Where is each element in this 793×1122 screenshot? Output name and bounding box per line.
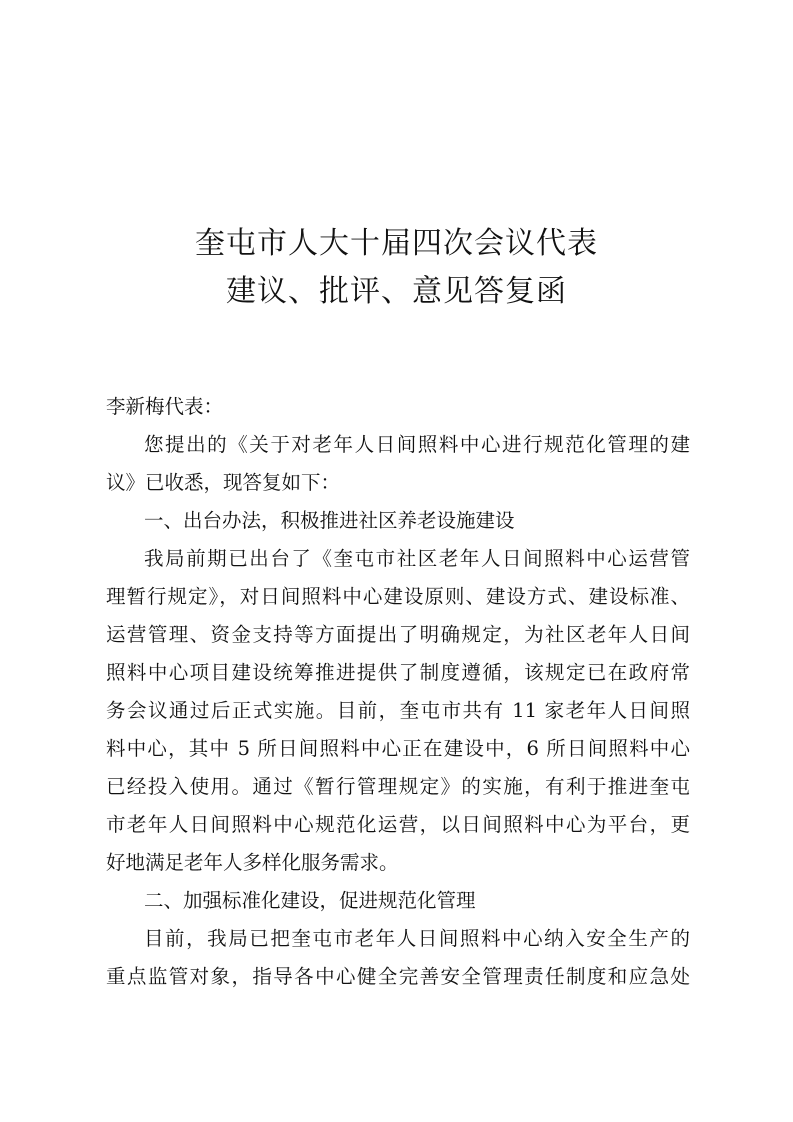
paragraph-line: 重点监管对象，指导各中心健全完善安全管理责任制度和应急处 — [106, 965, 690, 988]
section-heading: 二、加强标准化建设，促进规范化管理 — [144, 889, 476, 912]
paragraph-line: 照料中心项目建设统筹推进提供了制度遵循，该规定已在政府常 — [106, 661, 690, 684]
paragraph-line: 料中心，其中 5 所日间照料中心正在建设中，6 所日间照料中心 — [106, 737, 690, 760]
section-heading: 一、出台办法，积极推进社区养老设施建设 — [144, 509, 515, 532]
paragraph-line: 运营管理、资金支持等方面提出了明确规定，为社区老年人日间 — [106, 623, 690, 646]
document-title-line-1: 奎屯市人大十届四次会议代表 — [195, 226, 598, 261]
document-title-line-2: 建议、批评、意见答复函 — [226, 274, 567, 309]
paragraph-line: 我局前期已出台了《奎屯市社区老年人日间照料中心运营管 — [144, 547, 690, 570]
paragraph-line: 市老年人日间照料中心规范化运营，以日间照料中心为平台，更 — [106, 813, 690, 836]
paragraph-line: 好地满足老年人多样化服务需求。 — [106, 851, 399, 874]
paragraph-line: 您提出的《关于对老年人日间照料中心进行规范化管理的建 — [144, 433, 690, 456]
paragraph-line: 理暂行规定》，对日间照料中心建设原则、建设方式、建设标准、 — [106, 585, 690, 608]
paragraph-line: 已经投入使用。通过《暂行管理规定》的实施，有利于推进奎屯 — [106, 775, 690, 798]
paragraph-line: 目前，我局已把奎屯市老年人日间照料中心纳入安全生产的 — [144, 927, 690, 950]
salutation: 李新梅代表： — [106, 395, 224, 418]
paragraph-line: 务会议通过后正式实施。目前，奎屯市共有 11 家老年人日间照 — [106, 699, 690, 722]
paragraph-line: 议》已收悉，现答复如下： — [106, 471, 341, 494]
